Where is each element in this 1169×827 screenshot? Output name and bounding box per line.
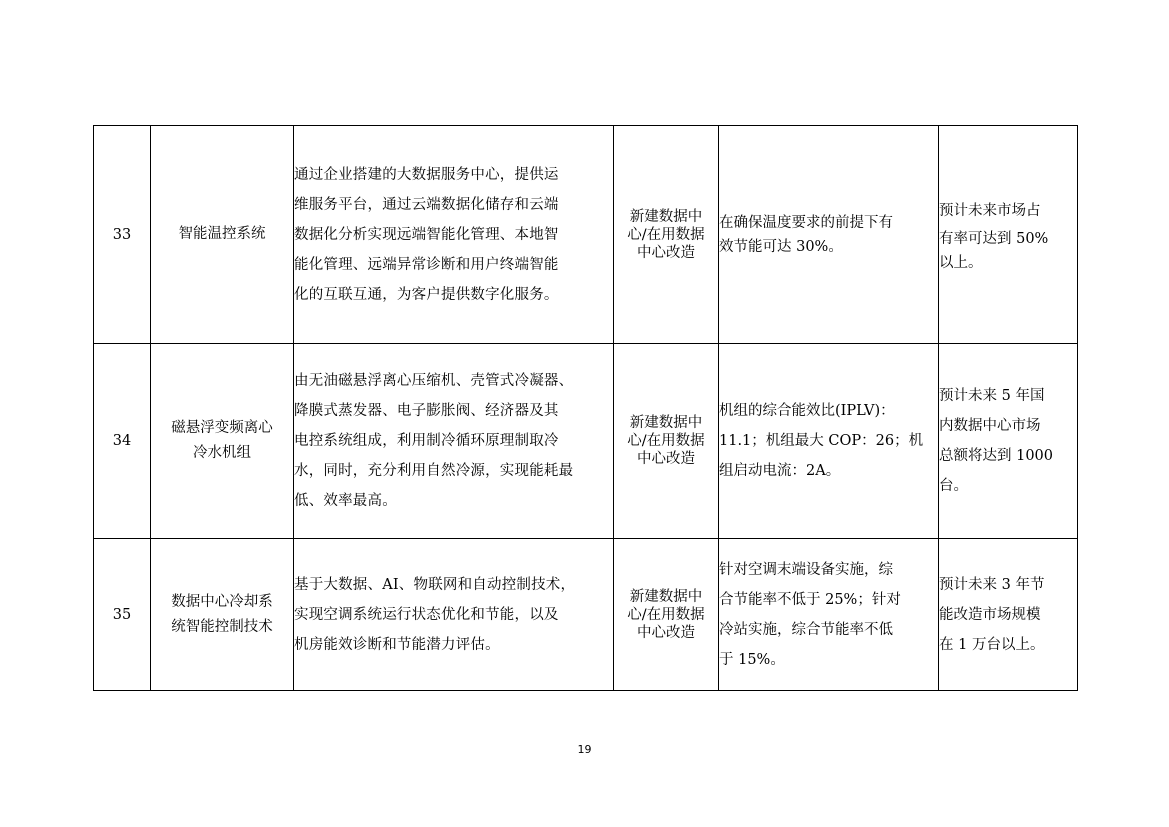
technology-name: 磁悬浮变频离心 冷水机组 [151,344,294,539]
table-row [94,344,1078,539]
energy-saving-effect: 在确保温度要求的前提下有 效节能可达 30%。 [719,126,939,344]
energy-saving-effect: 机组的综合能效比(IPLV)： 11.1；机组最大 COP：26；机 组启动电流：2A。 [719,344,939,539]
technology-table [93,125,1078,691]
technology-description: 基于大数据、AI、物联网和自动控制技术， 实现空调系统运行状态优化和节能，以及 机房能效诊断和节能潜力评估。 [294,539,614,691]
technology-name: 数据中心冷却系 统智能控制技术 [151,539,294,691]
energy-saving-effect: 针对空调末端设备实施，综 合节能率不低于 25%；针对 冷站实施，综合节能率不低 于 15%。 [719,539,939,691]
technology-description: 通过企业搭建的大数据服务中心，提供运 维服务平台，通过云端数据化储存和云端 数据化分析实现远端智能化管理、本地智 能化管理、远端异常诊断和用户终端智能 化的互联互通，为客户提供数字化服务。 [294,126,614,344]
application-scenario: 新建数据中 心/在用数据 中心改造 [614,539,719,691]
market-forecast: 预计未来 3 年节 能改造市场规模 在 1 万台以上。 [939,539,1078,691]
page-number: 19 [577,743,592,756]
market-forecast: 预计未来市场占 有率可达到 50% 以上。 [939,126,1078,344]
market-forecast: 预计未来 5 年国 内数据中心市场 总额将达到 1000 台。 [939,344,1078,539]
row-number: 34 [94,344,151,539]
application-scenario: 新建数据中 心/在用数据 中心改造 [614,344,719,539]
table-row [94,126,1078,344]
row-number: 33 [94,126,151,344]
table-row [94,539,1078,691]
technology-name: 智能温控系统 [151,126,294,344]
row-number: 35 [94,539,151,691]
application-scenario: 新建数据中 心/在用数据 中心改造 [614,126,719,344]
technology-description: 由无油磁悬浮离心压缩机、壳管式冷凝器、 降膜式蒸发器、电子膨胀阀、经济器及其 电控系统组成，利用制冷循环原理制取冷 水，同时，充分利用自然冷源，实现能耗最 低、效率最高。 [294,344,614,539]
